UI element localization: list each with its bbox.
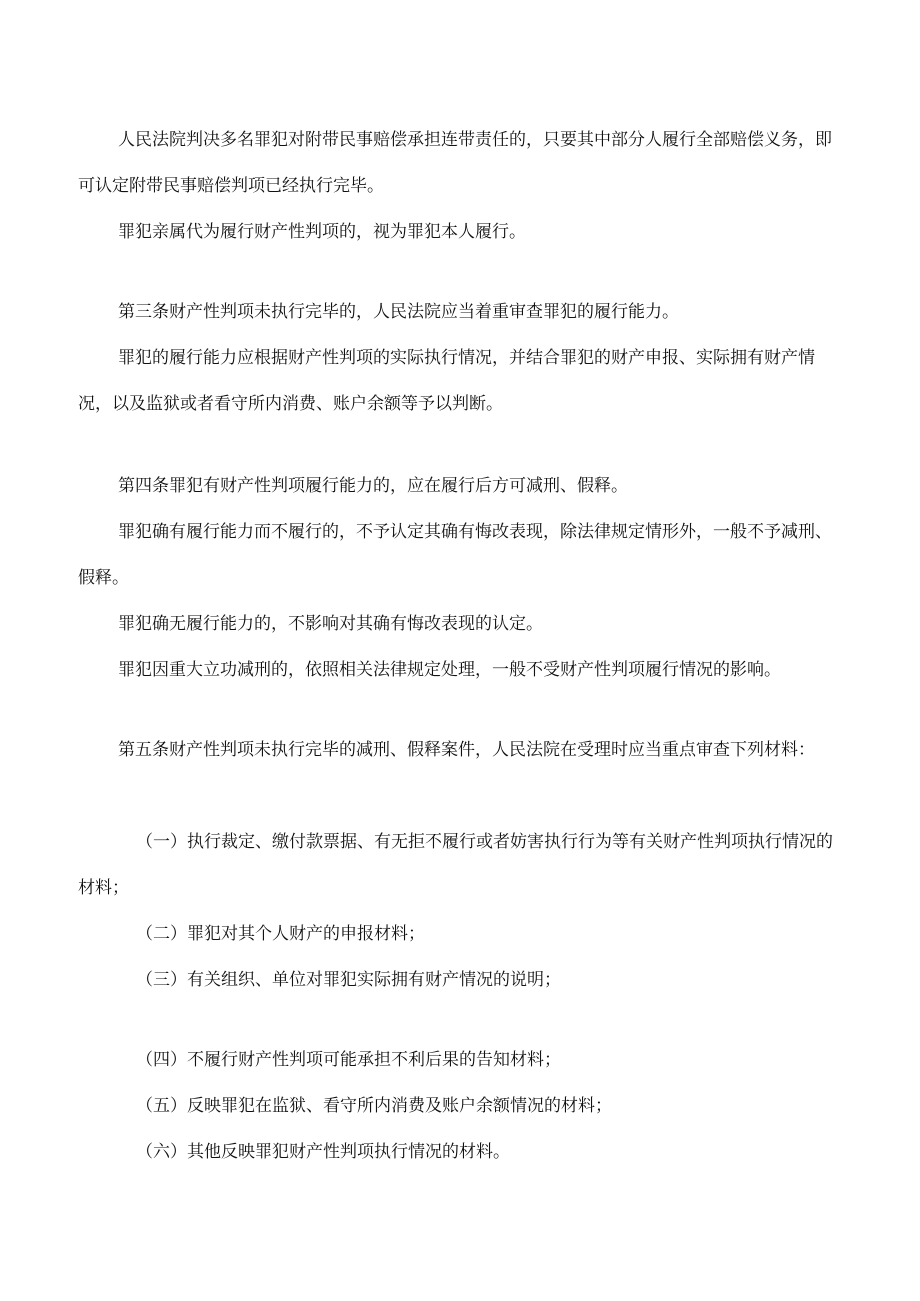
- article-4-heading: 第四条罪犯有财产性判项履行能力的，应在履行后方可减刑、假释。: [118, 476, 628, 496]
- list-item-6: （六）其他反映罪犯财产性判项执行情况的材料。: [136, 1142, 510, 1162]
- paragraph-major-merit: 罪犯因重大立功减刑的，依照相关法律规定处理，一般不受财产性判项履行情况的影响。: [118, 660, 781, 680]
- list-item-2: （二）罪犯对其个人财产的申报材料；: [136, 924, 425, 944]
- paragraph-refuse-performance: 罪犯确有履行能力而不履行的，不予认定其确有悔改表现，除法律规定情形外，一般不予减刑、假释。: [78, 522, 832, 588]
- article-5-heading: 第五条财产性判项未执行完毕的减刑、假释案件，人民法院在受理时应当重点审查下列材料：: [118, 740, 815, 760]
- list-item-4: （四）不履行财产性判项可能承担不利后果的告知材料；: [136, 1050, 561, 1070]
- list-item-3: （三）有关组织、单位对罪犯实际拥有财产情况的说明；: [136, 970, 561, 990]
- list-item-5: （五）反映罪犯在监狱、看守所内消费及账户余额情况的材料；: [136, 1096, 612, 1116]
- article-3-heading: 第三条财产性判项未执行完毕的，人民法院应当着重审查罪犯的履行能力。: [118, 302, 679, 322]
- paragraph-no-ability: 罪犯确无履行能力的，不影响对其确有悔改表现的认定。: [118, 614, 543, 634]
- paragraph-joint-liability: 人民法院判决多名罪犯对附带民事赔偿承担连带责任的，只要其中部分人履行全部赔偿义务，即可认定附带民事赔偿判项已经执行完毕。: [78, 130, 832, 196]
- paragraph-ability-assessment: 罪犯的履行能力应根据财产性判项的实际执行情况，并结合罪犯的财产申报、实际拥有财产情况，以及监狱或者看守所内消费、账户余额等予以判断。: [78, 348, 815, 414]
- paragraph-relative-performance: 罪犯亲属代为履行财产性判项的，视为罪犯本人履行。: [118, 222, 526, 242]
- list-item-1: （一）执行裁定、缴付款票据、有无拒不履行或者妨害执行行为等有关财产性判项执行情况的材料；: [78, 832, 833, 898]
